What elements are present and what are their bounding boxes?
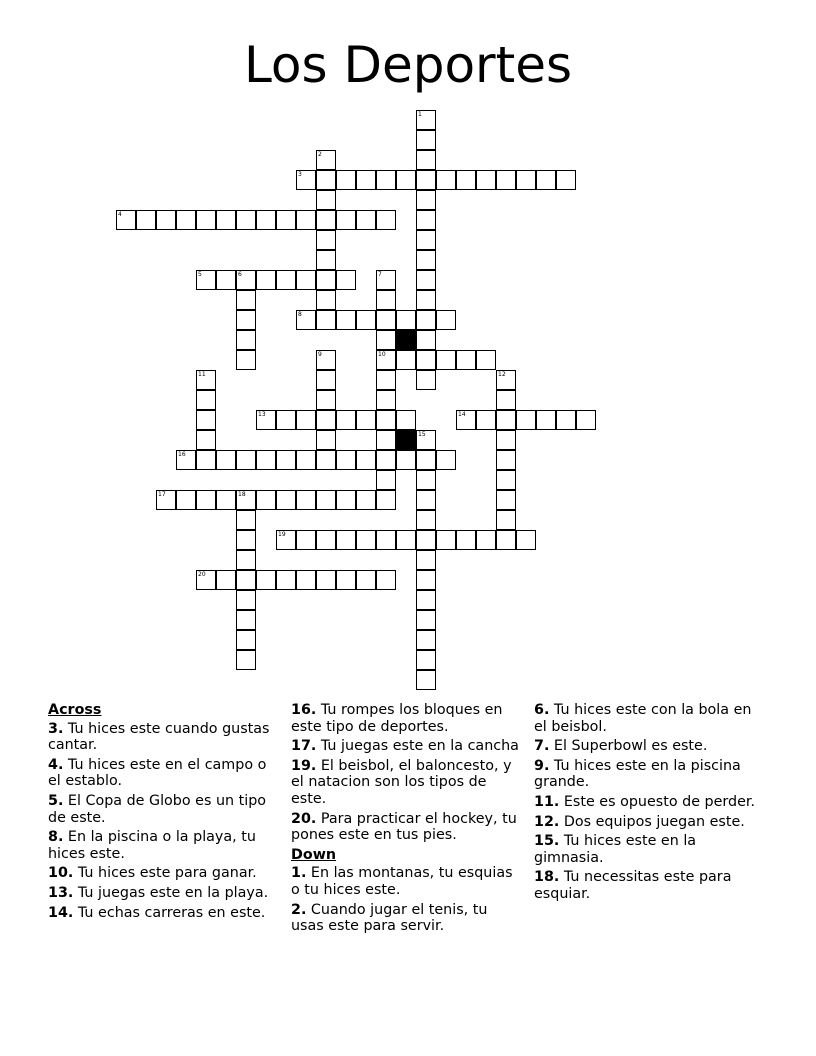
clue (291, 758, 519, 808)
clue (534, 833, 760, 866)
crossword-cell[interactable] (236, 610, 256, 630)
crossword-cell[interactable] (376, 430, 396, 450)
clue-number: 12. (534, 813, 560, 830)
crossword-cell[interactable] (296, 270, 316, 290)
crossword-cell[interactable] (436, 530, 456, 550)
crossword-cell[interactable] (316, 530, 336, 550)
crossword-cell[interactable] (156, 210, 176, 230)
crossword-cell[interactable] (236, 510, 256, 530)
crossword-cell[interactable] (416, 290, 436, 310)
crossword-cell[interactable] (556, 170, 576, 190)
clues-column-1 (48, 702, 276, 924)
page-title: Los Deportes (243, 36, 573, 94)
crossword-cell[interactable] (276, 530, 296, 550)
crossword-cell[interactable] (216, 490, 236, 510)
clue-text: En la piscina o la playa, tu hices este. (48, 829, 256, 862)
cell-number: 15 (418, 431, 426, 438)
crossword-cell[interactable] (436, 310, 456, 330)
crossword-cell[interactable] (376, 530, 396, 550)
clue-text: El Superbowl es este. (549, 738, 708, 755)
crossword-cell[interactable] (496, 470, 516, 490)
down-heading: Down (291, 846, 337, 863)
across-heading: Across (48, 702, 102, 718)
crossword-cell[interactable] (416, 370, 436, 390)
crossword-cell[interactable] (376, 450, 396, 470)
clue-text: Tu hices este en la gimnasia. (534, 833, 697, 866)
crossword-cell[interactable] (316, 490, 336, 510)
cell-number: 12 (498, 371, 506, 378)
crossword-cell[interactable] (376, 330, 396, 350)
crossword-cell[interactable] (236, 330, 256, 350)
crossword-cell[interactable] (216, 270, 236, 290)
clue (291, 702, 519, 735)
clue-number: 8. (48, 829, 64, 846)
crossword-cell[interactable] (416, 430, 436, 450)
clue-text: Tu hices este en la piscina grande. (534, 757, 741, 791)
cell-number: 5 (198, 271, 202, 278)
crossword-cell[interactable] (236, 350, 256, 370)
crossword-cell[interactable] (496, 530, 516, 550)
clue (291, 865, 519, 898)
crossword-cell[interactable] (396, 350, 416, 370)
crossword-cell[interactable] (336, 210, 356, 230)
crossword-cell[interactable] (376, 370, 396, 390)
cell-number: 18 (238, 491, 246, 498)
cell-number: 6 (238, 271, 242, 278)
crossword-cell[interactable] (416, 210, 436, 230)
crossword-cell[interactable] (416, 450, 436, 470)
crossword-cell[interactable] (236, 550, 256, 570)
crossword-cell[interactable] (236, 210, 256, 230)
crossword-cell[interactable] (496, 410, 516, 430)
clue-text: El beisbol, el baloncesto, y el natacion son los tipos de este. (291, 757, 512, 807)
crossword-cell[interactable] (416, 190, 436, 210)
cell-number: 11 (198, 371, 206, 378)
crossword-cell[interactable] (316, 350, 336, 370)
crossword-cell[interactable] (216, 450, 236, 470)
crossword-cell[interactable] (416, 530, 436, 550)
clue-text: En las montanas, tu esquias o tu hices este. (291, 865, 513, 898)
crossword-cell[interactable] (296, 410, 316, 430)
crossword-cell[interactable] (196, 430, 216, 450)
clue-number: 5. (48, 792, 64, 809)
crossword-cell[interactable] (336, 310, 356, 330)
cell-number: 2 (318, 151, 322, 158)
crossword-cell[interactable] (296, 310, 316, 330)
crossword-cell[interactable] (316, 250, 336, 270)
crossword-cell[interactable] (416, 670, 436, 690)
clue-number: 16. (291, 702, 317, 718)
clue-text: Tu juegas este en la playa. (73, 884, 269, 901)
crossword-cell[interactable] (316, 390, 336, 410)
crossword-cell[interactable] (496, 450, 516, 470)
cell-number: 13 (258, 411, 266, 418)
crossword-cell[interactable] (516, 170, 536, 190)
crossword-cell[interactable] (416, 610, 436, 630)
crossword-cell[interactable] (456, 170, 476, 190)
crossword-cell[interactable] (416, 330, 436, 350)
crossword-cell[interactable] (316, 290, 336, 310)
crossword-cell[interactable] (536, 410, 556, 430)
clue-text: El Copa de Globo es un tipo de este. (48, 792, 267, 826)
crossword-cell[interactable] (176, 450, 196, 470)
clue-text: Tu hices este para ganar. (73, 865, 257, 882)
cell-number: 3 (298, 171, 302, 178)
crossword-cell[interactable] (236, 570, 256, 590)
cell-number: 7 (378, 271, 382, 278)
crossword-cell[interactable] (416, 350, 436, 370)
clue-number: 2. (291, 901, 307, 918)
crossword-cell[interactable] (476, 170, 496, 190)
crossword-cell[interactable] (556, 410, 576, 430)
crossword-cell[interactable] (256, 570, 276, 590)
crossword-cell[interactable] (576, 410, 596, 430)
clue-number: 11. (534, 793, 560, 810)
clue-number: 10. (48, 865, 74, 882)
crossword-cell[interactable] (336, 410, 356, 430)
crossword-cell[interactable] (516, 410, 536, 430)
crossword-cell[interactable] (416, 230, 436, 250)
crossword-cell[interactable] (236, 310, 256, 330)
clue-number: 7. (534, 738, 550, 755)
clue-text: Este es opuesto de perder. (559, 793, 756, 810)
clue-number: 3. (48, 720, 64, 737)
clue-number: 9. (534, 757, 550, 774)
crossword-cell[interactable] (376, 570, 396, 590)
clues-column-2 (291, 702, 519, 938)
crossword-cell[interactable] (396, 450, 416, 470)
black-cell (396, 330, 416, 350)
cell-number: 8 (298, 311, 302, 318)
crossword-cell[interactable] (416, 650, 436, 670)
cell-number: 19 (278, 531, 286, 538)
crossword-cell[interactable] (316, 570, 336, 590)
cell-number: 4 (118, 211, 122, 218)
crossword-cell[interactable] (296, 210, 316, 230)
crossword-cell[interactable] (476, 530, 496, 550)
cell-number: 10 (378, 351, 386, 358)
crossword-cell[interactable] (196, 370, 216, 390)
crossword-cell[interactable] (356, 310, 376, 330)
crossword-cell[interactable] (236, 290, 256, 310)
cell-number: 16 (178, 451, 186, 458)
crossword-cell[interactable] (336, 570, 356, 590)
crossword-cell[interactable] (476, 410, 496, 430)
crossword-cell[interactable] (316, 150, 336, 170)
crossword-cell[interactable] (256, 490, 276, 510)
crossword-cell[interactable] (456, 350, 476, 370)
crossword-cell[interactable] (376, 210, 396, 230)
crossword-cell[interactable] (236, 530, 256, 550)
crossword-cell[interactable] (236, 650, 256, 670)
crossword-cell[interactable] (436, 450, 456, 470)
clue-text: Cuando jugar el tenis, tu usas este para servir. (291, 901, 488, 935)
crossword-cell[interactable] (316, 170, 336, 190)
crossword-cell[interactable] (336, 270, 356, 290)
crossword-cell[interactable] (356, 450, 376, 470)
clue-number: 20. (291, 810, 317, 827)
crossword-cell[interactable] (196, 390, 216, 410)
clue-text: Dos equipos juegan este. (559, 813, 745, 830)
crossword-cell[interactable] (336, 170, 356, 190)
clue (48, 793, 276, 826)
crossword-cell[interactable] (316, 230, 336, 250)
crossword-cell[interactable] (276, 570, 296, 590)
clue-text: Tu hices este en el campo o el establo. (48, 756, 267, 790)
clue (291, 811, 519, 844)
crossword-cell[interactable] (316, 430, 336, 450)
crossword-cell[interactable] (356, 530, 376, 550)
crossword-cell[interactable] (496, 170, 516, 190)
clue (48, 757, 276, 790)
crossword-cell[interactable] (516, 530, 536, 550)
clue (534, 814, 760, 831)
crossword-cell[interactable] (276, 490, 296, 510)
crossword-cell[interactable] (376, 270, 396, 290)
clue-number: 6. (534, 702, 550, 718)
crossword-cell[interactable] (416, 130, 436, 150)
crossword-cell[interactable] (276, 450, 296, 470)
crossword-cell[interactable] (436, 170, 456, 190)
crossword-cell[interactable] (356, 570, 376, 590)
crossword-cell[interactable] (376, 350, 396, 370)
crossword-cell[interactable] (196, 490, 216, 510)
crossword-cell[interactable] (276, 410, 296, 430)
crossword-cell[interactable] (416, 570, 436, 590)
crossword-cell[interactable] (396, 170, 416, 190)
crossword-cell[interactable] (396, 410, 416, 430)
clue-number: 1. (291, 865, 307, 882)
crossword-cell[interactable] (376, 170, 396, 190)
clue-text: Para practicar el hockey, tu pones este en tus pies. (291, 810, 517, 844)
clue-text: Tu hices este cuando gustas cantar. (48, 720, 270, 754)
crossword-cell[interactable] (336, 450, 356, 470)
crossword-cell[interactable] (376, 310, 396, 330)
crossword-cell[interactable] (416, 550, 436, 570)
crossword-cell[interactable] (496, 490, 516, 510)
clue-number: 18. (534, 869, 560, 886)
crossword-cell[interactable] (416, 310, 436, 330)
crossword-cell[interactable] (496, 370, 516, 390)
crossword-cell[interactable] (156, 490, 176, 510)
crossword-cell[interactable] (376, 490, 396, 510)
crossword-cell[interactable] (176, 490, 196, 510)
clue-number: 14. (48, 904, 74, 921)
crossword-cell[interactable] (396, 530, 416, 550)
crossword-cell[interactable] (236, 450, 256, 470)
crossword-cell[interactable] (296, 450, 316, 470)
crossword-cell[interactable] (336, 530, 356, 550)
crossword-cell[interactable] (116, 210, 136, 230)
clue (534, 869, 760, 902)
clue-text: Tu necessitas este para esquiar. (534, 869, 732, 902)
crossword-cell[interactable] (296, 530, 316, 550)
crossword-cell[interactable] (416, 510, 436, 530)
crossword-cell[interactable] (236, 490, 256, 510)
cell-number: 1 (418, 111, 422, 118)
clue-number: 15. (534, 833, 560, 850)
clue (534, 758, 760, 791)
clue-text: Tu hices este con la bola en el beisbol. (534, 702, 752, 735)
crossword-cell[interactable] (276, 210, 296, 230)
clue (48, 905, 276, 922)
crossword-cell[interactable] (316, 450, 336, 470)
crossword-cell[interactable] (416, 170, 436, 190)
crossword-cell[interactable] (416, 270, 436, 290)
crossword-cell[interactable] (316, 210, 336, 230)
crossword-cell[interactable] (376, 470, 396, 490)
crossword-cell[interactable] (416, 590, 436, 610)
clue-text: Tu rompes los bloques en este tipo de deportes. (291, 702, 503, 735)
crossword-cell[interactable] (196, 450, 216, 470)
cell-number: 17 (158, 491, 166, 498)
crossword-cell[interactable] (376, 410, 396, 430)
crossword-cell[interactable] (316, 410, 336, 430)
crossword-cell[interactable] (456, 530, 476, 550)
crossword-cell[interactable] (276, 270, 296, 290)
crossword-cell[interactable] (416, 490, 436, 510)
clue (534, 794, 760, 811)
clue (291, 738, 519, 755)
crossword-cell[interactable] (456, 410, 476, 430)
crossword-cell[interactable] (136, 210, 156, 230)
crossword-cell[interactable] (476, 350, 496, 370)
cell-number: 20 (198, 571, 206, 578)
clue (48, 721, 276, 754)
crossword-cell[interactable] (416, 250, 436, 270)
clue-number: 17. (291, 738, 317, 755)
crossword-cell[interactable] (316, 370, 336, 390)
crossword-cell[interactable] (176, 210, 196, 230)
clue (48, 829, 276, 862)
clue (48, 885, 276, 902)
crossword-cell[interactable] (416, 470, 436, 490)
crossword-cell[interactable] (256, 410, 276, 430)
crossword-cell[interactable] (416, 630, 436, 650)
crossword-cell[interactable] (196, 570, 216, 590)
crossword-cell[interactable] (376, 290, 396, 310)
crossword-cell[interactable] (376, 390, 396, 410)
clue (48, 865, 276, 882)
crossword-cell[interactable] (356, 170, 376, 190)
clue (534, 738, 760, 755)
clue-number: 19. (291, 757, 317, 774)
crossword-cell[interactable] (316, 310, 336, 330)
crossword-cell[interactable] (296, 570, 316, 590)
crossword-cell[interactable] (496, 430, 516, 450)
crossword-cell[interactable] (216, 570, 236, 590)
clue-text: Tu juegas este en la cancha (316, 738, 519, 755)
clues-column-3 (534, 702, 760, 906)
crossword-cell[interactable] (356, 410, 376, 430)
crossword-cell[interactable] (536, 170, 556, 190)
crossword-cell[interactable] (496, 390, 516, 410)
crossword-cell[interactable] (236, 630, 256, 650)
clue-number: 13. (48, 884, 74, 901)
crossword-cell[interactable] (316, 270, 336, 290)
crossword-cell[interactable] (296, 170, 316, 190)
black-cell (396, 430, 416, 450)
clue-number: 4. (48, 756, 64, 773)
crossword-cell[interactable] (356, 210, 376, 230)
cell-number: 9 (318, 351, 322, 358)
crossword-cell[interactable] (256, 270, 276, 290)
clue-text: Tu echas carreras en este. (73, 904, 266, 921)
crossword-cell[interactable] (356, 490, 376, 510)
crossword-cell[interactable] (196, 270, 216, 290)
crossword-cell[interactable] (236, 590, 256, 610)
crossword-cell[interactable] (196, 210, 216, 230)
cell-number: 14 (458, 411, 466, 418)
crossword-cell[interactable] (416, 110, 436, 130)
clue (534, 702, 760, 735)
crossword-cell[interactable] (196, 410, 216, 430)
crossword-cell[interactable] (216, 210, 236, 230)
crossword-cell[interactable] (396, 310, 416, 330)
crossword-cell[interactable] (236, 270, 256, 290)
crossword-cell[interactable] (496, 510, 516, 530)
crossword-cell[interactable] (436, 350, 456, 370)
crossword-cell[interactable] (296, 490, 316, 510)
clue (291, 902, 519, 935)
crossword-cell[interactable] (336, 490, 356, 510)
crossword-cell[interactable] (316, 190, 336, 210)
crossword-cell[interactable] (256, 210, 276, 230)
crossword-cell[interactable] (416, 150, 436, 170)
crossword-cell[interactable] (256, 450, 276, 470)
